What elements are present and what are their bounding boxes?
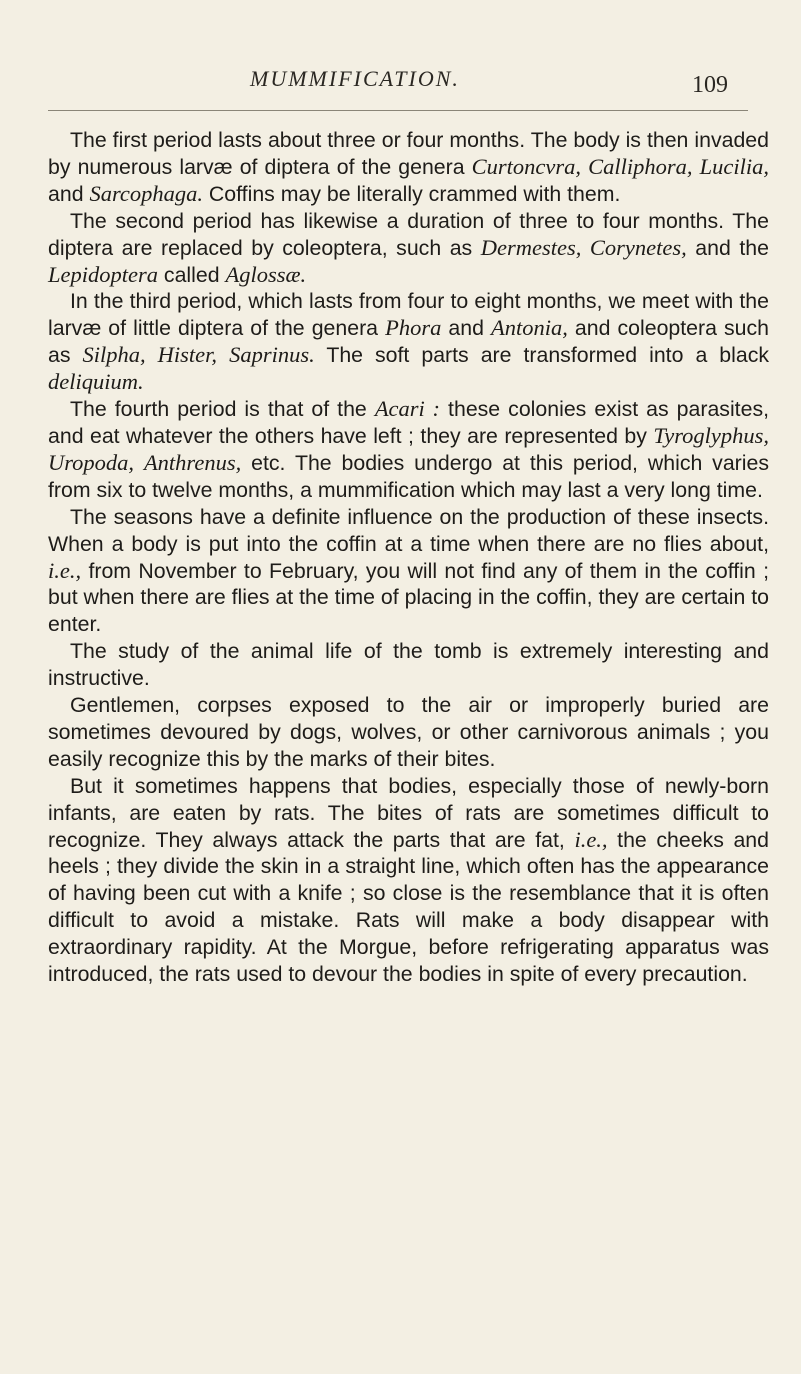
text-run: and [441,316,491,341]
text-run: The second period has likewise a duration of three to four months. The diptera are replaced by coleoptera, such as [48,208,769,260]
text-run: The fourth period is that of the [70,397,375,422]
paragraph-first-period [48,127,769,208]
text-run: and the [686,235,769,260]
italic-term: Lucilia, [699,153,770,179]
text-run: the cheeks and heels ; they divide the skin in a straight line, which often has the appearance of having been cut with a knife ; so close is the resemblance that it is often difficult to avoid a mistake. Rats will make a body disappear with extraordinary rapidity. At the Morgue, before refrigerating apparatus was introduced, the rats used to devour the bodies in spite of every precaution. [48,827,769,987]
page-number: 109 [692,72,728,98]
italic-term: Phora [385,315,442,341]
paragraph-third-period [48,288,769,396]
text-run: The seasons have a definite influence on the production of these insects. When a body is put into the coffin at a time when there are no flies about, [48,504,769,556]
italic-term: Antonia, [490,315,568,341]
text-run: these colonies exist as parasites, and eat whatever the others have left ; they are represented by [48,397,770,448]
italic-term: deliquium. [48,369,144,395]
italic-term: Aglossæ. [225,261,307,287]
body-text [48,127,769,988]
italic-term: Tyroglyphus, [653,422,769,448]
text-run: called [158,262,226,287]
italic-term: Silpha, [82,342,146,368]
text-run: etc. The bodies undergo at this period, which varies from six to twelve months, a mummification which may last a very long time. [48,450,769,502]
text-run: But it sometimes happens that bodies, especially those of newly-born infants, are eaten by rats. The bites of rats are sometimes difficult to recognize. They always attack the parts that are fat, [48,773,769,852]
running-title: MUMMIFICATION. [250,66,460,91]
paragraph-rats [48,773,769,988]
paragraph-animal-life [48,638,769,692]
italic-term: Saprinus. [229,342,315,368]
text-run: The first period lasts about three or four months. The body is then invaded by numerous larvæ of diptera of the genera [48,128,769,179]
text-run [217,343,229,367]
italic-term: Anthrenus, [143,449,242,475]
italic-term: Lepidoptera [48,261,158,287]
italic-term: Sarcophaga. [89,180,203,206]
text-run: Gentlemen, corpses exposed to the air or improperly buried are sometimes devoured by dogs, wolves, or other carnivorous animals ; you easily recognize this by the marks of their bites. [48,693,769,771]
italic-term: Corynetes, [589,234,687,260]
text-run [134,451,144,475]
italic-term: Uropoda, [48,449,135,475]
text-run: and coleoptera such as [48,316,769,368]
header-rule [48,110,748,111]
italic-term: Hister, [157,342,218,368]
italic-term: Acari : [374,396,441,422]
text-run: from November to February, you will not find any of them in the coffin ; but when there are flies at the time of placing in the coffin, they are certain to enter. [48,558,769,637]
text-run: The study of the animal life of the tomb is extremely interesting and instructive. [48,639,769,691]
text-run [146,343,158,367]
text-run [581,236,590,260]
italic-term: i.e., [48,557,82,583]
text-run: Coffins may be literally crammed with them. [203,181,621,206]
paragraph-carnivores [48,692,769,773]
paragraph-second-period [48,208,769,289]
text-run: In the third period, which lasts from four to eight months, we meet with the larvæ of little diptera of the genera [48,289,769,341]
text-run: The soft parts are transformed into a black [314,343,770,368]
italic-term: Calliphora, [588,153,693,179]
italic-term: i.e., [574,826,608,852]
italic-term: Curtoncvra, [471,153,582,179]
paragraph-fourth-period [48,396,769,504]
text-run: and [48,181,90,206]
italic-term: Dermestes, [480,234,582,260]
paragraph-seasons [48,504,769,639]
text-run [693,155,700,179]
